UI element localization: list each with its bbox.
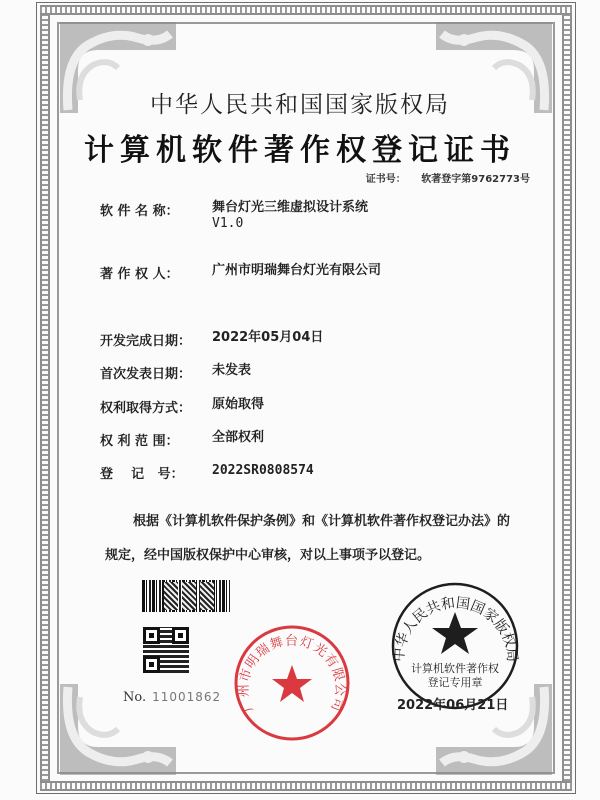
company-seal-icon [232, 623, 352, 743]
field-value: 全部权利 [212, 430, 265, 445]
field-registration-number [100, 463, 314, 482]
certificate-number [366, 170, 530, 185]
field-label: 登 记 号： [100, 467, 184, 482]
field-rights-scope [100, 430, 264, 449]
field-value: 广州市明瑞舞台灯光有限公司 [212, 263, 382, 278]
software-name-value: 舞台灯光三维虚拟设计系统 [212, 200, 369, 215]
field-rights-acquisition [100, 397, 264, 416]
statement-line-1: 根据《计算机软件保护条例》和《计算机软件著作权登记办法》的 [133, 514, 511, 529]
authority-seal-line1: 计算机软件著作权 [411, 662, 499, 675]
serial-prefix: No. [123, 690, 147, 705]
field-label: 著 作 权 人： [100, 267, 179, 282]
serial-value: 11001862 [152, 690, 222, 704]
issuing-authority: 中华人民共和国国家版权局 [150, 92, 450, 118]
field-label: 首次发表日期： [100, 367, 192, 382]
serial-number [123, 690, 221, 705]
field-label: 权 利 范 围： [100, 434, 179, 449]
certificate-number-label: 证书号： [365, 174, 406, 185]
qr-code-icon [143, 627, 189, 673]
certificate-title: 计算机软件著作权登记证书 [84, 133, 516, 168]
authority-seal-icon [383, 580, 528, 710]
field-value: 2022SR0808574 [212, 463, 314, 478]
field-value: 未发表 [212, 363, 252, 378]
authority-seal-line2: 登记专用章 [427, 676, 483, 689]
issue-date: 2022年06月21日 [397, 698, 509, 713]
registration-statement [105, 505, 565, 573]
software-version-value: V1.0 [212, 216, 244, 231]
company-seal-text: 广州市明瑞舞台灯光有限公司 [236, 633, 348, 714]
field-first-publish-date [100, 363, 251, 382]
field-software-name [100, 200, 368, 232]
field-value: 2022年05月04日 [212, 330, 324, 345]
field-value: 原始取得 [212, 397, 265, 412]
barcode-icon [142, 580, 230, 612]
field-label: 软 件 名 称： [100, 204, 179, 219]
field-label: 开发完成日期： [100, 334, 192, 349]
field-value [212, 200, 368, 232]
field-label: 权利取得方式： [100, 401, 192, 416]
authority-seal-ring-text: 中华人民共和国国家版权局 [391, 595, 520, 663]
certificate-number-value: 软著登字第9762773号 [421, 174, 530, 185]
greek-key-border-top [40, 5, 572, 15]
field-copyright-owner [100, 263, 381, 282]
statement-line-2: 规定，经中国版权保护中心审核，对以上事项予以登记。 [105, 548, 431, 563]
greek-key-border-bottom [40, 781, 572, 791]
field-development-date [100, 330, 323, 349]
